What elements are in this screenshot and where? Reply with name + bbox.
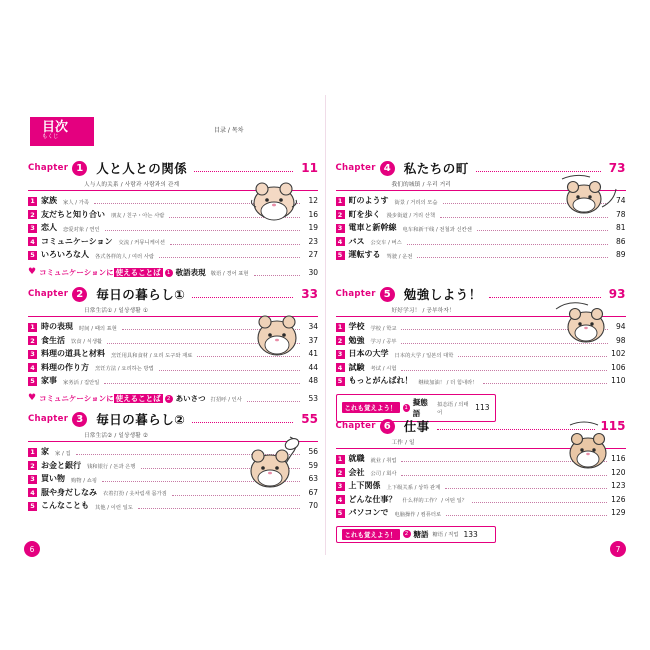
- toc-item[interactable]: [28, 335, 318, 349]
- communication-prefix: コミュニケーションに: [39, 394, 114, 403]
- leader-dots: [401, 335, 607, 344]
- chapter-items-2: [28, 321, 318, 389]
- item-number: 5: [28, 502, 37, 511]
- item-title: 就職: [348, 454, 365, 463]
- item-page: 116: [611, 454, 626, 463]
- leader-dots: [446, 507, 607, 516]
- two-page-spread: [18, 95, 632, 555]
- item-page: 94: [615, 322, 626, 331]
- chapter-number: 4: [380, 161, 395, 176]
- item-page: 74: [615, 196, 626, 205]
- toc-item[interactable]: [336, 222, 626, 236]
- leader-dots: [437, 420, 596, 430]
- item-title: 町を歩く: [348, 209, 381, 219]
- item-translation: 继续加油！ / 더 힘내라！: [418, 379, 478, 386]
- toc-item[interactable]: [336, 335, 626, 349]
- communication-row-1[interactable]: [28, 267, 318, 279]
- item-page: 12: [308, 196, 318, 205]
- item-page: 59: [308, 460, 318, 470]
- leader-dots: [489, 288, 601, 298]
- chapter-label: Chapter: [28, 414, 69, 424]
- item-page: 129: [611, 508, 626, 517]
- item-number: 3: [336, 224, 345, 233]
- chapter-rule: [28, 316, 318, 317]
- communication-translation: 敬语 / 경어 표현: [210, 270, 249, 277]
- item-title: 料理の道具と材料: [41, 349, 105, 358]
- communication-number: 2: [165, 395, 173, 403]
- item-translation: 漫步街道 / 거리 산책: [386, 213, 435, 219]
- chapter-subtitle: 日常生活① / 일상생활 ①: [84, 308, 149, 314]
- item-number: 1: [336, 323, 345, 332]
- leader-dots: [247, 393, 300, 402]
- item-number: 1: [28, 323, 37, 332]
- item-title: 友だちと知り合い: [41, 209, 105, 219]
- remember-number: 2: [403, 530, 411, 538]
- item-page: 41: [308, 349, 318, 358]
- chapter-rule: [28, 190, 318, 191]
- item-page: 126: [611, 494, 626, 504]
- communication-boxed: 使えることば: [115, 268, 161, 277]
- item-number: 1: [336, 455, 345, 464]
- item-translation: 家人 / 가족: [63, 199, 89, 206]
- chapter-title: 人と人との関係: [96, 161, 188, 176]
- leader-dots: [141, 460, 301, 469]
- leader-dots: [170, 236, 300, 245]
- item-number: 3: [28, 350, 37, 359]
- item-number: 2: [28, 461, 37, 470]
- toc-item[interactable]: [336, 362, 626, 376]
- item-translation: 电车和新干线 / 전철과 신칸센: [402, 226, 472, 233]
- item-title: 食生活: [41, 335, 65, 345]
- remember-number: 1: [404, 404, 408, 411]
- toc-item[interactable]: [336, 249, 626, 263]
- communication-translation: 打招呼 / 인사: [210, 396, 242, 403]
- chapter-title: 毎日の暮らし②: [96, 412, 186, 427]
- item-page: 106: [611, 362, 626, 372]
- leader-dots: [445, 480, 607, 489]
- item-page: 78: [615, 209, 626, 219]
- chapter-block-1[interactable]: [28, 157, 318, 279]
- chapter-items-5: [336, 321, 626, 389]
- page-number-right: 7: [610, 541, 626, 557]
- page-number-left: 6: [24, 541, 40, 557]
- item-translation: 就业 / 취업: [370, 457, 397, 464]
- leader-dots: [172, 487, 300, 496]
- chapter-label: Chapter: [335, 163, 376, 173]
- item-page: 67: [308, 487, 318, 497]
- communication-label: [39, 267, 163, 278]
- leader-dots: [194, 162, 293, 172]
- item-page: 56: [308, 447, 318, 456]
- leader-dots: [122, 321, 300, 330]
- toc-item[interactable]: [336, 321, 626, 335]
- chapter-label: Chapter: [28, 289, 69, 299]
- item-translation: 公交车 / 버스: [370, 240, 402, 246]
- chapter-page: 115: [600, 419, 626, 433]
- chapter-page: 33: [301, 287, 318, 301]
- toc-item[interactable]: [28, 195, 318, 209]
- right-page: [326, 95, 633, 555]
- chapter-rule: [28, 441, 318, 442]
- item-translation: 交流 / 커뮤니케이션: [118, 240, 165, 246]
- chapter-block-2[interactable]: [28, 283, 318, 405]
- chapter-title: 私たちの町: [403, 161, 469, 176]
- leader-dots: [440, 209, 608, 218]
- toc-item[interactable]: [28, 236, 318, 250]
- item-title: 恋人: [41, 223, 57, 232]
- item-title: どんな仕事？: [348, 494, 397, 504]
- chapter-items-1: [28, 195, 318, 263]
- remember-label: これも覚えよう！: [342, 529, 400, 540]
- item-title: コミュニケーション: [41, 236, 113, 246]
- chapter-header-6: [336, 415, 626, 437]
- item-number: 5: [28, 377, 37, 386]
- chapter-block-3[interactable]: [28, 408, 318, 514]
- chapter-number: 5: [380, 287, 395, 302]
- leader-dots: [105, 222, 300, 231]
- item-title: 運転する: [348, 250, 381, 259]
- remember-title: 糖語: [413, 529, 429, 539]
- item-translation: 衣着打扮 / 옷차림새 몸가짐: [103, 491, 167, 497]
- item-page: 86: [615, 236, 626, 246]
- communication-boxed: 使えることば: [115, 394, 161, 403]
- chapter-rule: [336, 316, 626, 317]
- leader-dots: [401, 321, 607, 330]
- toc-item[interactable]: [336, 480, 626, 494]
- leader-dots: [102, 473, 300, 482]
- chapter-header-4: [336, 157, 626, 179]
- item-translation: 钱和银行 / 돈과 은행: [87, 464, 136, 470]
- item-translation: 各式各样的人 / 여러 사람: [95, 253, 155, 260]
- communication-title: 敬語表現: [175, 268, 206, 277]
- item-page: 27: [308, 250, 318, 259]
- item-page: 81: [615, 223, 626, 232]
- chapter-block-4[interactable]: [336, 157, 626, 263]
- item-page: 98: [615, 335, 626, 345]
- toc-item[interactable]: [28, 209, 318, 223]
- chapter-label: Chapter: [335, 289, 376, 299]
- item-title: お金と銀行: [41, 460, 81, 470]
- chapter-number: 6: [380, 419, 395, 434]
- chapter-subtitle: 日常生活② / 일상생활 ②: [84, 433, 149, 439]
- toc-item[interactable]: [28, 249, 318, 263]
- toc-item[interactable]: [28, 321, 318, 335]
- remember-translation: 糖语 / 직업: [432, 532, 459, 538]
- chapter-label: Chapter: [335, 421, 376, 431]
- communication-title: あいさつ: [175, 394, 206, 403]
- left-page: [18, 95, 326, 555]
- item-page: 44: [308, 362, 318, 372]
- item-translation: 上下级关系 / 상하 관계: [386, 484, 441, 491]
- chapter-title: 毎日の暮らし①: [96, 287, 186, 302]
- item-number: 4: [336, 237, 345, 246]
- toc-item[interactable]: [336, 375, 626, 389]
- item-number: 4: [28, 237, 37, 246]
- item-translation: 公司 / 회사: [370, 471, 397, 477]
- item-page: 48: [308, 376, 318, 385]
- item-page: 37: [308, 335, 318, 345]
- item-title: 勉強: [348, 335, 365, 345]
- item-translation: 朋友 / 친구・아는 사람: [111, 213, 165, 219]
- item-translation: 什么样的工作？ / 어떤 일？: [402, 498, 468, 504]
- leader-dots: [94, 195, 300, 204]
- item-title: 上下関係: [348, 481, 381, 490]
- item-title: 買い物: [41, 474, 65, 483]
- chapter-page: 55: [301, 412, 318, 426]
- item-translation: 街景 / 거리의 모습: [394, 199, 438, 206]
- item-translation: 时间 / 때의 표현: [79, 325, 117, 332]
- communication-label: [39, 393, 163, 404]
- chapter-items-6: [336, 453, 626, 521]
- leader-dots: [401, 362, 607, 371]
- toc-item[interactable]: [336, 507, 626, 521]
- chapter-header-2: [28, 283, 318, 305]
- item-title: 学校: [348, 322, 365, 331]
- toc-title-ruby: もくじ: [42, 134, 59, 140]
- leader-dots: [417, 249, 607, 258]
- leader-dots: [104, 375, 300, 384]
- leader-dots: [254, 267, 300, 276]
- item-number: 5: [336, 251, 345, 260]
- toc-item[interactable]: [28, 375, 318, 389]
- item-number: 4: [28, 363, 37, 372]
- item-translation: 学习 / 공부: [370, 339, 397, 345]
- toc-item[interactable]: [28, 487, 318, 501]
- chapter-block-6[interactable]: [336, 415, 626, 543]
- remember-translation: 拟态语 / 의태어: [437, 401, 469, 416]
- communication-number: 1: [165, 269, 173, 277]
- toc-title: [30, 117, 94, 146]
- item-translation: 驾驶 / 운전: [386, 253, 413, 260]
- toc-title-translation: 目录 / 목차: [214, 127, 244, 134]
- chapter-items-4: [336, 195, 626, 263]
- leader-dots: [192, 413, 293, 423]
- toc-item[interactable]: [28, 500, 318, 514]
- remember-title: 擬態語: [412, 397, 428, 418]
- chapter-number: 1: [72, 161, 87, 176]
- item-title: 電車と新幹線: [348, 223, 397, 232]
- item-translation: 日本的大学 / 일본의 대학: [394, 352, 454, 359]
- leader-dots: [138, 500, 300, 509]
- chapter-subtitle: 工作 / 일: [391, 440, 415, 446]
- item-page: 102: [611, 349, 626, 358]
- heart-icon: ♥: [28, 267, 37, 277]
- item-translation: 考试 / 시험: [370, 366, 397, 372]
- item-number: 4: [336, 495, 345, 504]
- chapter-label: Chapter: [28, 163, 69, 173]
- item-number: 3: [336, 350, 345, 359]
- leader-dots: [407, 236, 608, 245]
- item-title: 時の表現: [41, 322, 73, 331]
- item-number: 3: [28, 224, 37, 233]
- toc-item[interactable]: [336, 195, 626, 209]
- item-translation: 烹饪用具和食材 / 요리 도구와 재료: [111, 352, 193, 359]
- item-page: 89: [615, 250, 626, 259]
- toc-item[interactable]: [28, 473, 318, 487]
- leader-dots: [458, 348, 607, 357]
- item-title: 町のようす: [348, 196, 389, 205]
- communication-page: 30: [308, 268, 318, 277]
- leader-dots: [476, 162, 601, 172]
- leader-dots: [401, 453, 607, 462]
- item-number: 5: [336, 509, 345, 518]
- chapter-rule: [336, 448, 626, 449]
- communication-prefix: コミュニケーションに: [39, 268, 114, 277]
- remember-page: 113: [475, 403, 490, 412]
- chapter-page: 93: [608, 287, 626, 301]
- item-number: 3: [336, 482, 345, 491]
- leader-dots: [443, 195, 608, 204]
- item-page: 63: [308, 474, 318, 483]
- chapter-block-5[interactable]: [336, 283, 626, 422]
- item-page: 23: [308, 236, 318, 246]
- item-number: 1: [336, 197, 345, 206]
- item-number: 2: [28, 210, 37, 219]
- communication-row-2[interactable]: [28, 393, 318, 405]
- chapter-number: 3: [72, 412, 87, 427]
- item-page: 19: [308, 223, 318, 232]
- chapter-number: 2: [72, 287, 87, 302]
- item-title: 服や身だしなみ: [41, 487, 97, 497]
- item-translation: 购物 / 쇼핑: [71, 477, 97, 484]
- toc-item[interactable]: [28, 362, 318, 376]
- leader-dots: [169, 209, 300, 218]
- remember-box-2[interactable]: [336, 526, 496, 543]
- item-translation: 家务活 / 집안일: [63, 379, 100, 386]
- item-page: 34: [308, 322, 318, 331]
- communication-page: 53: [308, 394, 318, 403]
- item-number: 4: [28, 488, 37, 497]
- toc-item[interactable]: [28, 446, 318, 460]
- remember-label: これも覚えよう！: [342, 402, 400, 413]
- leader-dots: [107, 335, 300, 344]
- item-page: 110: [611, 376, 626, 385]
- item-title: こんなことも: [41, 501, 89, 510]
- item-translation: 家 / 집: [55, 450, 71, 457]
- item-title: 日本の大学: [348, 349, 389, 358]
- remember-page: 133: [463, 529, 478, 539]
- item-number: 2: [336, 468, 345, 477]
- item-number: 3: [28, 475, 37, 484]
- toc-item[interactable]: [28, 222, 318, 236]
- item-number: 2: [336, 210, 345, 219]
- chapter-subtitle: 我们的城镇 / 우리 거리: [391, 182, 451, 188]
- item-title: バス: [348, 236, 365, 246]
- item-title: 家事: [41, 376, 57, 385]
- item-translation: 饮食 / 식생활: [71, 339, 103, 345]
- toc-item[interactable]: [336, 467, 626, 481]
- leader-dots: [76, 446, 300, 455]
- chapter-subtitle: 人与人的关系 / 사람과 사람과의 관계: [84, 182, 180, 188]
- toc-title-jp: 目次: [42, 120, 69, 135]
- item-title: パソコンで: [348, 508, 389, 517]
- item-title: 会社: [348, 467, 365, 477]
- chapter-title: 仕事: [403, 419, 430, 434]
- chapter-items-3: [28, 446, 318, 514]
- chapter-header-1: [28, 157, 318, 179]
- leader-dots: [192, 288, 293, 298]
- chapter-page: 11: [301, 161, 318, 175]
- toc-item[interactable]: [336, 494, 626, 508]
- toc-item[interactable]: [28, 460, 318, 474]
- leader-dots: [159, 362, 300, 371]
- toc-item[interactable]: [336, 236, 626, 250]
- item-translation: 其他 / 이런 일도: [95, 504, 133, 511]
- item-number: 5: [336, 377, 345, 386]
- chapter-rule: [336, 190, 626, 191]
- item-translation: 学校 / 학교: [370, 325, 397, 332]
- item-translation: 烹饪方法 / 요리하는 방법: [95, 366, 154, 372]
- leader-dots: [483, 375, 608, 384]
- item-number: 5: [28, 251, 37, 260]
- leader-dots: [401, 467, 607, 476]
- item-number: 2: [336, 336, 345, 345]
- chapter-subtitle: 好好学习！ / 공부하자！: [391, 308, 455, 314]
- item-title: いろいろな人: [41, 250, 89, 259]
- toc-item[interactable]: [28, 348, 318, 362]
- item-number: 1: [28, 448, 37, 457]
- leader-dots: [159, 249, 300, 258]
- leader-dots: [472, 494, 607, 503]
- chapter-page: 73: [608, 161, 626, 175]
- item-translation: 恋爱对象 / 연인: [63, 226, 100, 233]
- item-number: 4: [336, 363, 345, 372]
- heart-icon: ♥: [28, 393, 37, 403]
- item-number: 1: [28, 197, 37, 206]
- item-page: 70: [308, 501, 318, 510]
- item-page: 16: [308, 209, 318, 219]
- item-title: 家: [41, 447, 49, 456]
- toc-item[interactable]: [336, 453, 626, 467]
- chapter-header-5: [336, 283, 626, 305]
- item-number: 2: [28, 336, 37, 345]
- item-title: 試験: [348, 362, 365, 372]
- toc-item[interactable]: [336, 209, 626, 223]
- item-translation: 电脑操作 / 컴퓨터로: [394, 511, 442, 518]
- item-title: 家族: [41, 196, 57, 205]
- item-title: 料理の作り方: [41, 362, 89, 372]
- toc-item[interactable]: [336, 348, 626, 362]
- chapter-title: 勉強しよう！: [403, 287, 482, 302]
- chapter-header-3: [28, 408, 318, 430]
- item-title: もっとがんばれ！: [348, 376, 413, 385]
- item-page: 120: [611, 467, 626, 477]
- leader-dots: [477, 222, 608, 231]
- item-page: 123: [611, 481, 626, 490]
- leader-dots: [197, 348, 300, 357]
